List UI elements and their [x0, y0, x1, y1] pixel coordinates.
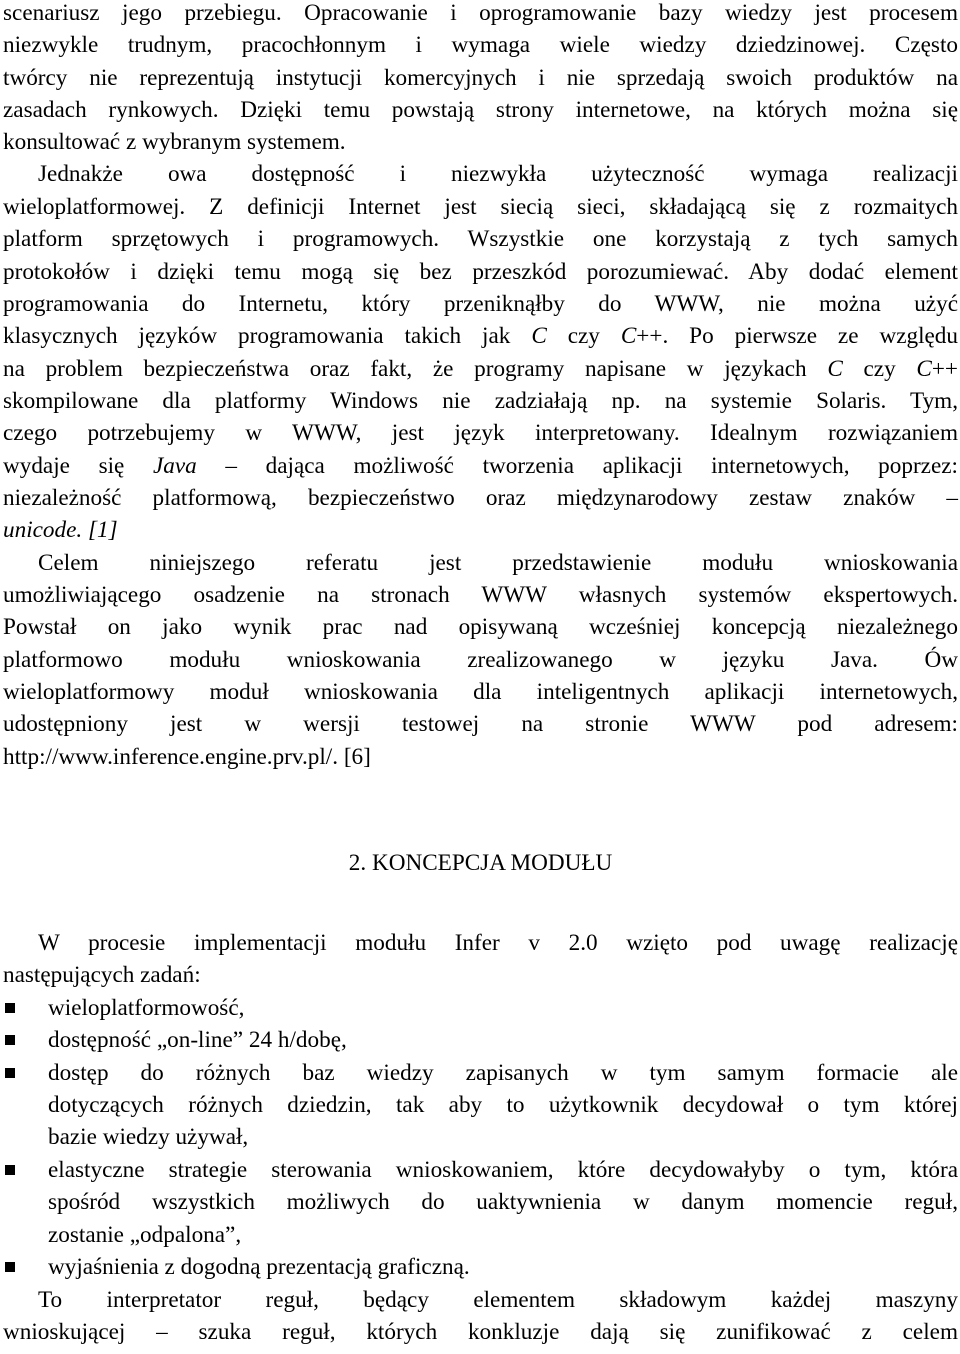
paragraph-3-line: wieloplatformowy moduł wnioskowania dla inteligentnych aplikacji internetowych, [3, 679, 958, 705]
bullet-line: dotyczących różnych dziedzin, tak aby to użytkownik decydował o tym której [48, 1092, 958, 1118]
paragraph-3-line: Powstał on jako wynik prac nad opisywaną wcześniej koncepcją niezależnego [3, 614, 958, 640]
paragraph-2-line: platform sprzętowych i programowych. Wszystkie one korzystają z tych samych [3, 226, 958, 252]
paragraph-5-line: To interpretator reguł, będący elementem składowym każdej maszyny [38, 1287, 958, 1313]
paragraph-2-line: Jednakże owa dostępność i niezwykła użyteczność wymaga realizacji [38, 161, 958, 187]
paragraph-3-line: platformowo modułu wnioskowania zrealizowanego w języku Java. Ów [3, 647, 958, 673]
paragraph-2-line: klasycznych języków programowania takich jak C czy C++. Po pierwsze ze względu [3, 323, 958, 349]
paragraph-2-line: niezależność platformową, bezpieczeństwo oraz międzynarodowy zestaw znaków – [3, 485, 958, 511]
paragraph-2-line: wydaje się Java – dająca możliwość tworzenia aplikacji internetowych, poprzez: [3, 453, 958, 479]
square-bullet-icon [5, 1262, 15, 1272]
paragraph-1-line: zasadach rynkowych. Dzięki temu powstają strony internetowe, na których można się [3, 97, 958, 123]
paragraph-1-line: konsultować z wybranym systemem. [3, 129, 346, 155]
paragraph-3-line: udostępniony jest w wersji testowej na stronie WWW pod adresem: [3, 711, 958, 737]
paragraph-2-line: na problem bezpieczeństwa oraz fakt, że programy napisane w językach C czy C++ [3, 356, 958, 382]
paragraph-3-line: umożliwiającego osadzenie na stronach WWW własnych systemów ekspertowych. [3, 582, 958, 608]
bullet-line: bazie wiedzy używał, [48, 1124, 249, 1150]
paragraph-3-line: http://www.inference.engine.prv.pl/. [6] [3, 744, 371, 770]
paragraph-2-line: protokołów i dzięki temu mogą się bez przeszkód porozumiewać. Aby dodać element [3, 259, 958, 285]
paragraph-2-line: wieloplatformowej. Z definicji Internet jest siecią sieci, składającą się z rozmaitych [3, 194, 958, 220]
paragraph-1-line: scenariusz jego przebiegu. Opracowanie i oprogramowanie bazy wiedzy jest procesem [3, 0, 958, 26]
bullet-line: zostanie „odpalona”, [48, 1222, 242, 1248]
bullet-line: elastyczne strategie sterowania wnioskowaniem, które decydowałyby o tym, która [48, 1157, 958, 1183]
bullet-line: dostęp do różnych baz wiedzy zapisanych w tym samym formacie ale [48, 1060, 958, 1086]
square-bullet-icon [5, 1035, 15, 1045]
paragraph-4-line: następujących zadań: [3, 962, 201, 988]
paragraph-3-line: Celem niniejszego referatu jest przedstawienie modułu wnioskowania [38, 550, 958, 576]
paragraph-2-line: czego potrzebujemy w WWW, jest język interpretowany. Idealnym rozwiązaniem [3, 420, 958, 446]
paragraph-5-line: wnioskującej – szuka reguł, których konkluzje dają się zunifikować z celem [3, 1319, 958, 1345]
bullet-line: wieloplatformowość, [48, 995, 245, 1021]
paragraph-4-line: W procesie implementacji modułu Infer v 2.0 wzięto pod uwagę realizację [38, 930, 958, 956]
section-heading: 2. KONCEPCJA MODUŁU [348, 850, 613, 876]
bullet-line: dostępność „on-line” 24 h/dobę, [48, 1027, 347, 1053]
bullet-line: spośród wszystkich możliwych do uaktywnienia w danym momencie reguł, [48, 1189, 958, 1215]
square-bullet-icon [5, 1003, 15, 1013]
paragraph-2-line: skompilowane dla platformy Windows nie zadziałają np. na systemie Solaris. Tym, [3, 388, 958, 414]
paragraph-1-line: niezwykle trudnym, pracochłonnym i wymaga wiele wiedzy dziedzinowej. Często [3, 32, 958, 58]
paragraph-2-line: unicode. [1] [3, 517, 118, 543]
paragraph-1-line: twórcy nie reprezentują instytucji komercyjnych i nie sprzedają swoich produktów na [3, 65, 958, 91]
bullet-line: wyjaśnienia z dogodną prezentacją graficzną. [48, 1254, 470, 1280]
square-bullet-icon [5, 1165, 15, 1175]
paragraph-2-line: programowania do Internetu, który przeniknąłby do WWW, nie można użyć [3, 291, 958, 317]
square-bullet-icon [5, 1068, 15, 1078]
